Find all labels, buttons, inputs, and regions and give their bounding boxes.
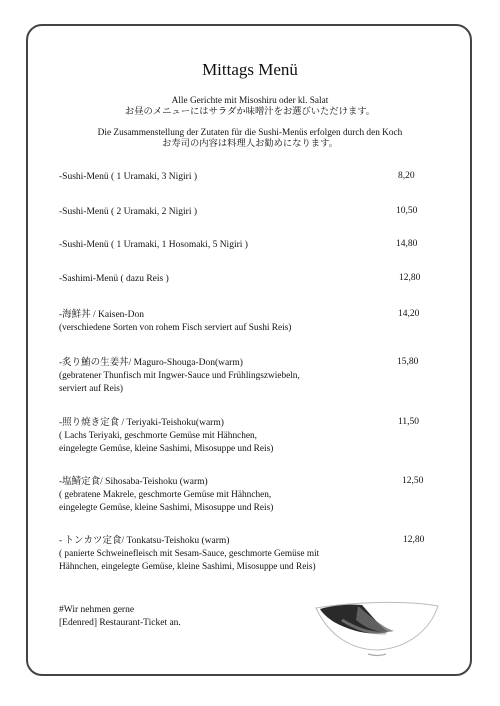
menu-item (59, 206, 439, 219)
menu-item (59, 239, 439, 252)
intro-german: Alle Gerichte mit Misoshiru oder kl. Salat (171, 96, 329, 106)
item-description: ( Lachs Teriyaki, geschmorte Gemüse mit Hähnchen, eingelegte Gemüse, kleine Sashimi, Misosuppe und Reis) (59, 431, 274, 454)
item-name: -Sushi-Menü ( 1 Uramaki, 3 Nigiri ) (59, 172, 197, 182)
item-price: 14,80 (396, 239, 418, 249)
item-price: 10,50 (396, 206, 418, 216)
item-description: ( panierte Schweinefleisch mit Sesam-Sauce, geschmorte Gemüse mit Hähnchen, eingelegte Gemüse, kleine Sashimi, Misosuppe und Reis) (59, 549, 320, 572)
menu-border (26, 24, 472, 676)
menu-item (59, 357, 439, 395)
menu-item (59, 417, 439, 455)
bowl-brush-illustration (312, 598, 446, 658)
menu-item (59, 309, 439, 335)
menu-item (59, 535, 439, 573)
item-name: -Sushi-Menü ( 1 Uramaki, 1 Hosomaki, 5 Nigiri ) (59, 240, 248, 250)
item-name: -Sashimi-Menü ( dazu Reis ) (59, 274, 169, 284)
composition-german: Die Zusammenstellung der Zutaten für die Sushi-Menüs erfolgen durch den Koch (97, 128, 403, 138)
restaurant-ticket-note: #Wir nehmen gerne [Edenred] Restaurant-Ticket an. (59, 605, 181, 628)
item-description: (verschiedene Sorten von rohem Fisch serviert auf Sushi Reis) (59, 323, 292, 333)
composition-japanese: お寿司の内容は料理人お勧めになります。 (162, 139, 338, 149)
item-name: -塩鯖定食/ Sihosaba-Teishoku (warm) (59, 477, 208, 487)
menu-item (59, 273, 439, 286)
item-description: (gebratener Thunfisch mit Ingwer-Sauce und Frühlingszwiebeln, serviert auf Reis) (59, 371, 300, 394)
menu-title: Mittags Menü (202, 60, 298, 79)
item-price: 8,20 (398, 171, 415, 181)
item-name: -炙り鮪の生姜丼/ Maguro-Shouga-Don(warm) (59, 358, 243, 368)
menu-item (59, 171, 439, 184)
item-name: - トンカツ定食/ Tonkatsu-Teishoku (warm) (59, 536, 230, 546)
item-price: 15,80 (397, 357, 419, 367)
item-description: ( gebratene Makrele, geschmorte Gemüse mit Hähnchen, eingelegte Gemüse, kleine Sashimi, Misosuppe und Reis) (59, 490, 274, 513)
intro-japanese: お昼のメニューにはサラダか味噌汁をお選びいただけます。 (124, 107, 376, 117)
menu-item (59, 476, 439, 514)
item-price: 11,50 (398, 417, 420, 427)
item-price: 12,50 (402, 476, 424, 486)
item-price: 14,20 (398, 309, 420, 319)
item-price: 12,80 (403, 535, 425, 545)
item-name: -Sushi-Menü ( 2 Uramaki, 2 Nigiri ) (59, 207, 197, 217)
item-price: 12,80 (399, 273, 421, 283)
item-name: -照り焼き定食 / Teriyaki-Teishoku(warm) (59, 418, 224, 428)
item-name: -海鮮丼 / Kaisen-Don (59, 310, 144, 320)
